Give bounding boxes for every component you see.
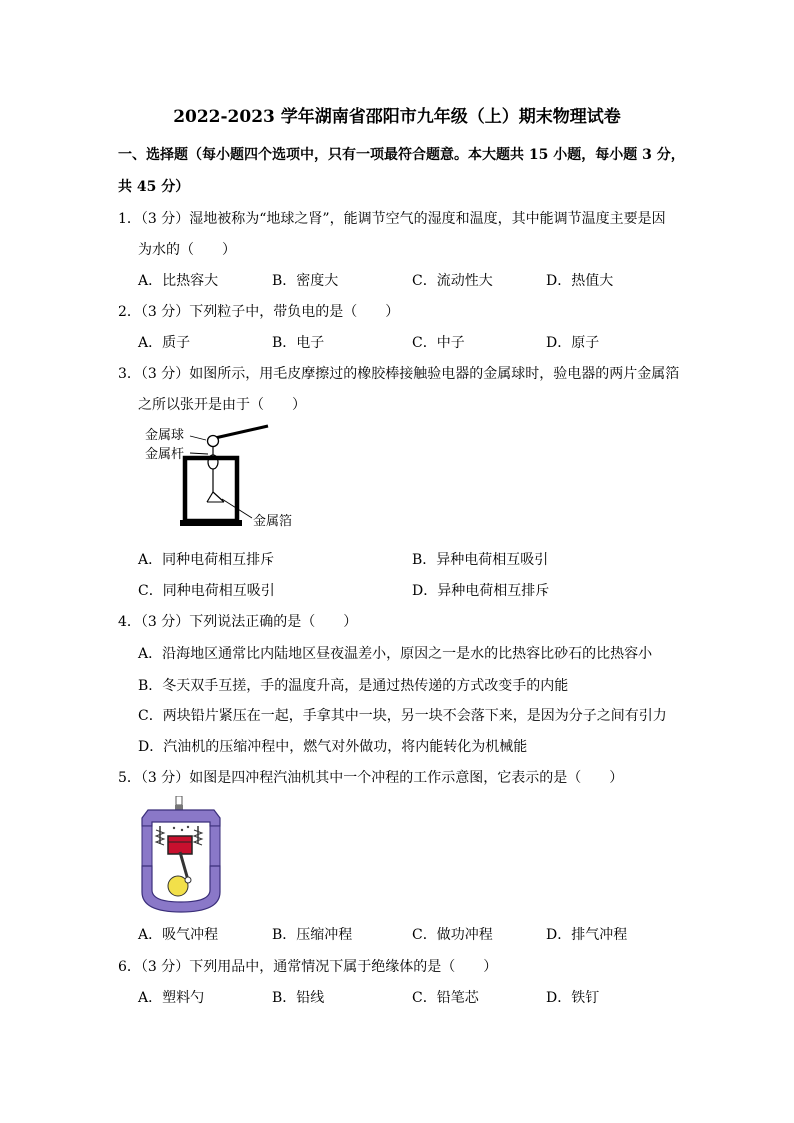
exam-title: 2022-2023 学年湖南省邵阳市九年级（上）期末物理试卷 (173, 107, 621, 127)
question-5-option-d[interactable]: D．排气冲程 (546, 927, 628, 943)
question-4-option-a[interactable]: A．沿海地区通常比内陆地区昼夜温差小，原因之一是水的比热容比砂石的比热容小 (138, 646, 653, 662)
question-1-option-a[interactable]: A．比热容大 (138, 273, 219, 289)
question-3-stem-cont: 之所以张开是由于（ ） (138, 397, 306, 413)
connecting-rod (180, 852, 188, 880)
question-6-option-d[interactable]: D．铁钉 (546, 990, 600, 1006)
question-1-option-b[interactable]: B．密度大 (272, 273, 339, 289)
question-6-option-c[interactable]: C．铅笔芯 (412, 990, 479, 1006)
label-metal-rod: 金属杆 (145, 447, 185, 462)
metal-leaf-right (213, 492, 224, 502)
question-2-option-c[interactable]: C．中子 (412, 335, 465, 351)
electroscope-figure (140, 420, 320, 535)
question-6-option-a[interactable]: A．塑料勺 (138, 990, 205, 1006)
engine-stroke-figure (138, 796, 224, 914)
section-heading-line2: 共 45 分） (118, 179, 190, 195)
electroscope-base (180, 520, 242, 526)
metal-leaf-left (207, 492, 213, 502)
question-3-option-b[interactable]: B．异种电荷相互吸引 (412, 552, 549, 568)
question-4-option-b[interactable]: B．冬天双手互搓，手的温度升高，是通过热传递的方式改变手的内能 (138, 678, 569, 694)
question-4-stem: 4．（3 分）下列说法正确的是（ ） (118, 614, 358, 630)
question-3-option-c[interactable]: C．同种电荷相互吸引 (138, 583, 275, 599)
section-heading-line1: 一、选择题（每小题四个选项中，只有一项最符合题意。本大题共 15 小题，每小题 3 分， (118, 147, 685, 163)
question-3-option-a[interactable]: A．同种电荷相互排斥 (138, 552, 275, 568)
piston (168, 836, 192, 854)
question-1-stem-cont: 为水的（ ） (138, 242, 236, 258)
label-metal-leaf: 金属箔 (253, 514, 293, 529)
question-1-stem: 1．（3 分）湿地被称为“地球之肾”，能调节空气的湿度和温度，其中能调节温度主要是因 (118, 211, 666, 227)
question-1-option-c[interactable]: C．流动性大 (412, 273, 493, 289)
metal-ball (208, 436, 219, 447)
question-3-option-d[interactable]: D．异种电荷相互排斥 (412, 583, 550, 599)
question-2-stem: 2．（3 分）下列粒子中，带负电的是（ ） (118, 304, 400, 320)
question-2-option-b[interactable]: B．电子 (272, 335, 325, 351)
question-5-option-b[interactable]: B．压缩冲程 (272, 927, 353, 943)
question-5-stem: 5．（3 分）如图是四冲程汽油机其中一个冲程的工作示意图，它表示的是（ ） (118, 770, 624, 786)
question-4-option-c[interactable]: C．两块铅片紧压在一起，手拿其中一块，另一块不会落下来，是因为分子之间有引力 (138, 708, 667, 724)
question-2-option-d[interactable]: D．原子 (546, 335, 600, 351)
question-6-option-b[interactable]: B．铅线 (272, 990, 325, 1006)
question-5-option-a[interactable]: A．吸气冲程 (138, 927, 219, 943)
question-6-stem: 6．（3 分）下列用品中，通常情况下属于绝缘体的是（ ） (118, 959, 498, 975)
question-3-stem: 3．（3 分）如图所示，用毛皮摩擦过的橡胶棒接触验电器的金属球时，验电器的两片金属箔 (118, 366, 680, 382)
question-1-option-d[interactable]: D．热值大 (546, 273, 614, 289)
question-2-option-a[interactable]: A．质子 (138, 335, 191, 351)
question-5-option-c[interactable]: C．做功冲程 (412, 927, 493, 943)
question-4-option-d[interactable]: D．汽油机的压缩冲程中，燃气对外做功，将内能转化为机械能 (138, 739, 528, 755)
label-metal-ball: 金属球 (145, 428, 185, 443)
rubber-rod (215, 426, 268, 438)
